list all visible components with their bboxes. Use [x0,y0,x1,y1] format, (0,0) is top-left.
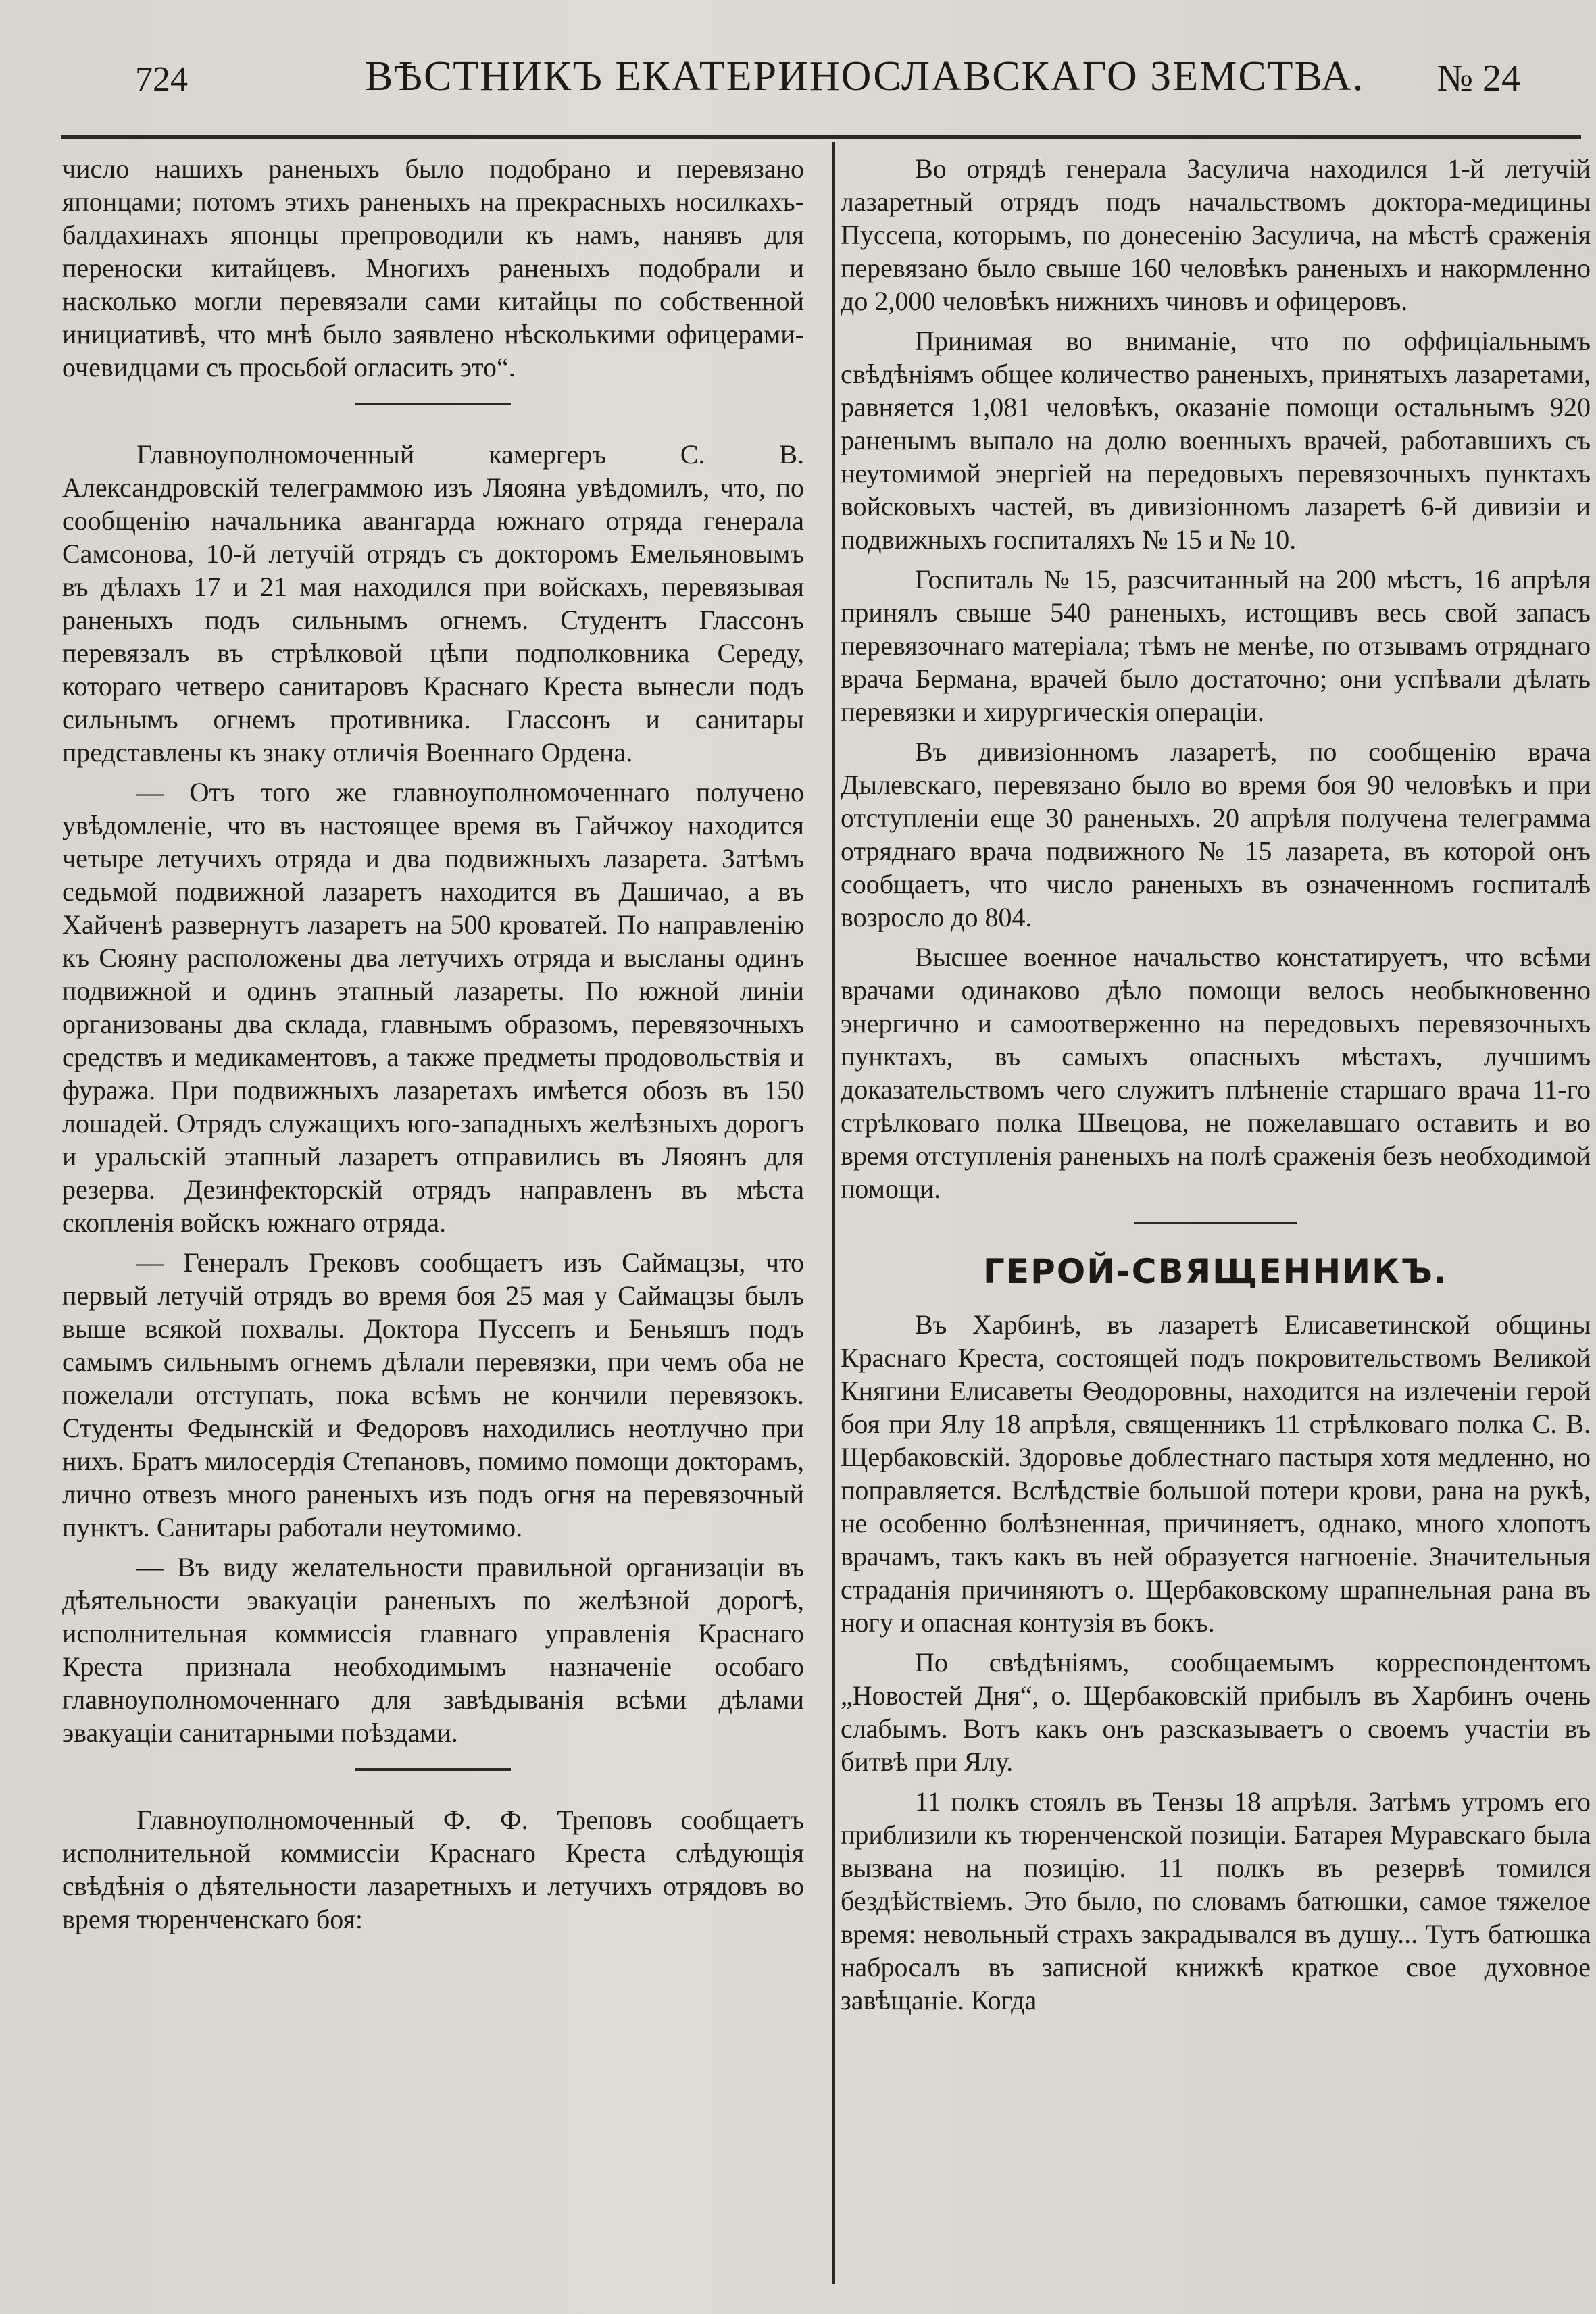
article-paragraph: число нашихъ раненыхъ было подобрано и перевязано японцами; потомъ этихъ раненыхъ на прекрасныхъ носилкахъ-балдахинахъ японцы препроводили къ намъ, нанявъ для переноски китайцевъ. Многихъ раненыхъ подобрали и насколько могли перевязали сами китайцы по собственной инициативѣ, что мнѣ было заявлено нѣсколькими офицерами-очевидцами съ просьбой огласить это“. [62,153,804,382]
page-number: 724 [135,60,188,99]
article-paragraph: Въ Харбинѣ, въ лазаретѣ Елисаветинской общины Краснаго Креста, состоящей подъ покровительствомъ Великой Княгини Елисаветы Ѳеодоровны, находится на излеченiи герой боя при Ялу 18 апрѣля, священникъ 11 стрѣлковаго полка С. В. Щербаковскiй. Здоровье доблестнаго пастыря хотя медленно, но поправляется. Вслѣдствiе большой потери крови, рана на рукѣ, не особенно болѣзненная, причиняетъ, однако, много хлопотъ врачамъ, такъ какъ въ ней образуется нагноенiе. Значительныя страданiя причиняютъ о. Щербаковскому шрапнельная рана въ ногу и опасная контузiя въ бокъ. [841,1309,1591,1638]
article-paragraph: — Въ виду желательности правильной организацiи въ дѣятельности эвакуацiи раненыхъ по желѣзной дорогѣ, исполнительная коммиссiя главнаго управленiя Краснаго Креста признала необходимымъ назначенiе особаго главноуполномоченнаго для завѣдыванiя всѣми дѣлами эвакуацiи санитарными поѣздами. [62,1552,804,1748]
article-paragraph: Главноуполномоченный Ф. Ф. Треповъ сообщаетъ исполнительной коммиссiи Краснаго Креста слѣдующiя свѣдѣнiя о дѣятельности лазаретныхъ и летучихъ отрядовъ во время тюренченскаго боя: [62,1805,804,1934]
article-paragraph: Во отрядѣ генерала Засулича находился 1-й летучiй лазаретный отрядъ подъ начальствомъ доктора-медицины Пуссепа, которымъ, по донесенiю Засулича, на мѣстѣ сраженiя перевязано было свыше 160 человѣкъ раненыхъ и накормленно до 2,000 человѣкъ нижнихъ чиновъ и офицеровъ. [841,153,1591,316]
right-column [841,152,1591,2023]
article-paragraph: — Генералъ Грековъ сообщаетъ изъ Саймацзы, что первый летучiй отрядъ во время боя 25 мая у Саймацзы былъ выше всякой похвалы. Доктора Пуссепъ и Беньяшъ подъ самымъ сильнымъ огнемъ дѣлали перевязки, при чемъ оба не пожелали отступать, пока всѣмъ не кончили перевязокъ. Студенты Федынскiй и Федоровъ находились неотлучно при нихъ. Братъ милосердiя Степановъ, помимо помощи докторамъ, лично отвезъ много раненыхъ изъ подъ огня на перевязочный пунктъ. Санитары работали неутомимо. [62,1247,804,1542]
article-paragraph: Принимая во вниманiе, что по оффицiальнымъ свѣдѣнiямъ общее количество раненыхъ, принятыхъ лазаретами, равняется 1,081 человѣкъ, оказанiе помощи остальнымъ 920 раненымъ выпало на долю военныхъ врачей, работавшихъ съ неутомимой энергiей на передовыхъ перевязочныхъ пунктахъ войсковыхъ частей, въ дивизiонномъ лазаретѣ 6-й дивизiи и подвижныхъ госпиталяхъ № 15 и № 10. [841,326,1591,555]
left-column [62,152,804,1942]
section-separator [355,1768,511,1771]
issue-number: № 24 [1437,57,1520,99]
journal-title: ВѢСТНИКЪ ЕКАТЕРИНОСЛАВСКАГО ЗЕМСТВА. [365,53,1365,99]
header-rule [61,135,1581,139]
article-paragraph: Главноуполномоченный камергеръ С. В. Александровскiй телеграммою изъ Ляояна увѣдомилъ, что, по сообщенiю начальника авангарда южнаго отряда генерала Самсонова, 10-й летучiй отрядъ съ докторомъ Емельяновымъ въ дѣлахъ 17 и 21 мая находился при войскахъ, перевязывая раненыхъ подъ сильнымъ огнемъ. Студентъ Глассонъ перевязалъ въ стрѣлковой цѣпи подполковника Середу, котораго четверо санитаровъ Краснаго Креста вынесли подъ сильнымъ огнемъ противника. Глассонъ и санитары представлены къ знаку отличiя Военнаго Ордена. [62,439,804,768]
section-separator [1134,1222,1297,1224]
article-heading: ГЕРОЙ-СВЯЩЕННИКЪ. [983,1252,1448,1291]
article-paragraph: По свѣдѣнiямъ, сообщаемымъ корреспондентомъ „Новостей Дня“, о. Щербаковскiй прибылъ въ Харбинъ очень слабымъ. Вотъ какъ онъ разсказываетъ о своемъ участiи въ битвѣ при Ялу. [841,1647,1591,1777]
section-separator [355,403,511,405]
column-divider [832,142,835,2284]
article-paragraph: Въ дивизiонномъ лазаретѣ, по сообщенiю врача Дылевскаго, перевязано было во время боя 90 человѣкъ и при отступленiи еще 30 раненыхъ. 20 апрѣля получена телеграмма отряднаго врача подвижного № 15 лазарета, въ которой онъ сообщаетъ, что число раненыхъ въ означенномъ госпиталѣ возросло до 804. [841,736,1591,932]
page-header [135,32,1554,114]
article-paragraph: — Отъ того же главноуполномоченнаго получено увѣдомленiе, что въ настоящее время въ Гайчжоу находится четыре летучихъ отряда и два подвижныхъ лазарета. Затѣмъ седьмой подвижной лазаретъ находится въ Дашичао, а въ Хайченѣ развернутъ лазаретъ на 500 кроватей. По направленiю къ Сюяну расположены два летучихъ отряда и высланы одинъ подвижной и одинъ этапный лазареты. По южной линiи организованы два склада, главнымъ образомъ, перевязочныхъ средствъ и медикаментовъ, а также предметы продовольствiя и фуража. При подвижныхъ лазаретахъ имѣется обозъ въ 150 лошадей. Отрядъ служащихъ юго-западныхъ желѣзныхъ дорогъ и уральскiй этапный лазаретъ отправились въ Ляоянъ для резерва. Дезинфекторскiй отрядъ направленъ въ мѣста скопленiя войскъ южнаго отряда. [62,777,804,1238]
article-paragraph: Высшее военное начальство констатируетъ, что всѣми врачами одинаково дѣло помощи велось необыкновенно энергично и самоотверженно на передовыхъ перевязочныхъ пунктахъ, въ самыхъ опасныхъ мѣстахъ, лучшимъ доказательствомъ чего служитъ плѣненiе старшаго врача 11-го стрѣлковаго полка Швецова, не пожелавшаго оставить и во время отступленiя раненыхъ на полѣ сраженiя безъ необходимой помощи. [841,942,1591,1204]
article-paragraph: 11 полкъ стоялъ въ Тензы 18 апрѣля. Затѣмъ утромъ его приблизили къ тюренченской позицiи. Батарея Муравскаго была вызвана на позицiю. 11 полкъ въ резервѣ томился бездѣйствiемъ. Это было, по словамъ батюшки, самое тяжелое время: невольный страхъ закрадывался въ душу... Тутъ батюшка набросалъ въ записной книжкѣ краткое свое духовное завѣщанiе. Когда [841,1786,1591,2015]
article-paragraph: Госпиталь № 15, разсчитанный на 200 мѣстъ, 16 апрѣля принялъ свыше 540 раненыхъ, истощивъ весь свой запасъ перевязочнаго матерiала; тѣмъ не менѣе, по отзывамъ отряднаго врача Бермана, врачей было достаточно; они успѣвали дѣлать перевязки и хирургическiя операцiи. [841,564,1591,727]
